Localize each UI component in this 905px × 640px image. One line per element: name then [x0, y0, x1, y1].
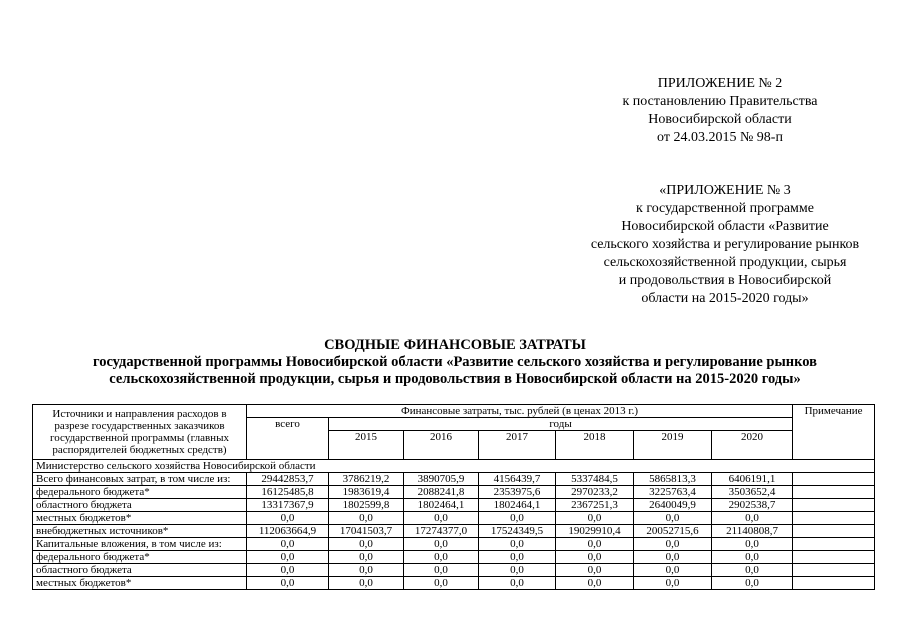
appendix-2-line: ПРИЛОЖЕНИЕ № 2	[657, 76, 783, 91]
row-value: 1802464,1	[404, 499, 479, 512]
row-value: 3503652,4	[712, 486, 793, 499]
table-row	[33, 473, 875, 486]
title-line-1: государственной программы Новосибирской области «Развитие сельского хозяйства и регулирование рынков	[92, 354, 818, 370]
table-row	[33, 577, 875, 590]
table-row	[33, 564, 875, 577]
row-value: 2088241,8	[404, 486, 479, 499]
appendix-3-line: сельского хозяйства и регулирование рынков	[590, 237, 860, 252]
row-value: 0,0	[556, 564, 634, 577]
row-value: 112063664,9	[247, 525, 329, 538]
document-title	[40, 337, 870, 388]
row-value: 3890705,9	[404, 473, 479, 486]
row-value: 0,0	[634, 538, 712, 551]
row-value: 0,0	[329, 538, 404, 551]
appendix-2-line: к постановлению Правительства	[622, 94, 818, 109]
title-heading: СВОДНЫЕ ФИНАНСОВЫЕ ЗАТРАТЫ	[324, 337, 586, 353]
row-value: 2640049,9	[634, 499, 712, 512]
header-total: всего	[247, 418, 329, 460]
row-value: 0,0	[556, 577, 634, 590]
row-note	[793, 577, 875, 590]
row-value: 5865813,3	[634, 473, 712, 486]
row-note	[793, 512, 875, 525]
row-value: 0,0	[404, 551, 479, 564]
appendix-3-line: области на 2015-2020 годы»	[641, 291, 809, 306]
row-note	[793, 525, 875, 538]
row-value: 0,0	[634, 564, 712, 577]
row-value: 2902538,7	[712, 499, 793, 512]
row-value: 0,0	[556, 551, 634, 564]
table-row	[33, 512, 875, 525]
row-value: 16125485,8	[247, 486, 329, 499]
row-value: 0,0	[329, 551, 404, 564]
row-value: 0,0	[556, 538, 634, 551]
row-note	[793, 538, 875, 551]
row-value: 3786219,2	[329, 473, 404, 486]
row-value: 1802464,1	[479, 499, 556, 512]
row-value: 13317367,9	[247, 499, 329, 512]
row-value: 0,0	[247, 577, 329, 590]
appendix-2-block	[590, 75, 850, 147]
financial-table	[32, 404, 875, 590]
row-value: 0,0	[634, 577, 712, 590]
row-value: 0,0	[479, 538, 556, 551]
row-value: 17274377,0	[404, 525, 479, 538]
row-value: 17524349,5	[479, 525, 556, 538]
row-value: 0,0	[634, 551, 712, 564]
row-value: 29442853,7	[247, 473, 329, 486]
row-value: 0,0	[712, 551, 793, 564]
row-value: 0,0	[712, 577, 793, 590]
header-note: Примечание	[793, 405, 875, 460]
row-value: 0,0	[247, 551, 329, 564]
row-value: 0,0	[712, 538, 793, 551]
appendix-3-line: сельскохозяйственной продукции, сырья	[603, 255, 847, 270]
ministry-row: Министерство сельского хозяйства Новосибирской области	[33, 460, 875, 473]
row-value: 17041503,7	[329, 525, 404, 538]
row-value: 21140808,7	[712, 525, 793, 538]
row-value: 2970233,2	[556, 486, 634, 499]
row-label: федерального бюджета*	[33, 551, 247, 564]
row-label: областного бюджета	[33, 499, 247, 512]
header-year: 2015	[329, 431, 404, 460]
appendix-3-line: и продовольствия в Новосибирской	[618, 273, 832, 288]
row-label: внебюджетных источников*	[33, 525, 247, 538]
table-row	[33, 486, 875, 499]
row-label: федерального бюджета*	[33, 486, 247, 499]
header-year: 2018	[556, 431, 634, 460]
row-value: 4156439,7	[479, 473, 556, 486]
row-value: 0,0	[329, 512, 404, 525]
appendix-2-line: от 24.03.2015 № 98-п	[657, 130, 783, 145]
header-sources: Источники и направления расходов в разрезе государственных заказчиков государственной программы (главных распорядителей бюджетных средств)	[33, 405, 247, 460]
row-value: 2353975,6	[479, 486, 556, 499]
row-value: 3225763,4	[634, 486, 712, 499]
row-note	[793, 564, 875, 577]
table-row	[33, 538, 875, 551]
row-value: 19029910,4	[556, 525, 634, 538]
row-value: 0,0	[479, 512, 556, 525]
row-value: 0,0	[634, 512, 712, 525]
appendix-3-line: к государственной программе	[636, 201, 814, 216]
row-value: 6406191,1	[712, 473, 793, 486]
row-value: 0,0	[247, 512, 329, 525]
row-value: 0,0	[556, 512, 634, 525]
header-year: 2017	[479, 431, 556, 460]
row-value: 0,0	[247, 538, 329, 551]
row-value: 0,0	[329, 564, 404, 577]
row-note	[793, 486, 875, 499]
row-value: 0,0	[404, 538, 479, 551]
row-value: 0,0	[404, 512, 479, 525]
row-value: 0,0	[479, 577, 556, 590]
row-label: областного бюджета	[33, 564, 247, 577]
header-years: годы	[329, 418, 793, 431]
table-row	[33, 525, 875, 538]
row-value: 0,0	[479, 564, 556, 577]
appendix-3-line: Новосибирской области «Развитие	[621, 219, 829, 234]
appendix-3-line: «ПРИЛОЖЕНИЕ № 3	[659, 183, 791, 198]
row-value: 0,0	[247, 564, 329, 577]
row-label: Всего финансовых затрат, в том числе из:	[33, 473, 247, 486]
row-value: 5337484,5	[556, 473, 634, 486]
row-value: 2367251,3	[556, 499, 634, 512]
row-value: 1802599,8	[329, 499, 404, 512]
row-value: 1983619,4	[329, 486, 404, 499]
header-financial-costs: Финансовые затраты, тыс. рублей (в ценах 2013 г.)	[247, 405, 793, 418]
appendix-3-block	[560, 182, 890, 308]
header-year: 2019	[634, 431, 712, 460]
row-label: местных бюджетов*	[33, 512, 247, 525]
row-value: 0,0	[404, 564, 479, 577]
row-value: 0,0	[479, 551, 556, 564]
row-note	[793, 551, 875, 564]
row-label: местных бюджетов*	[33, 577, 247, 590]
title-line-2: сельскохозяйственной продукции, сырья и продовольствия в Новосибирской области на 2015-2020 годы»	[109, 371, 801, 387]
row-note	[793, 499, 875, 512]
appendix-2-line: Новосибирской области	[648, 112, 792, 127]
row-value: 0,0	[712, 564, 793, 577]
table-row	[33, 499, 875, 512]
header-year: 2016	[404, 431, 479, 460]
row-value: 0,0	[329, 577, 404, 590]
row-label: Капитальные вложения, в том числе из:	[33, 538, 247, 551]
row-note	[793, 473, 875, 486]
table-row	[33, 551, 875, 564]
row-value: 0,0	[712, 512, 793, 525]
row-value: 20052715,6	[634, 525, 712, 538]
row-value: 0,0	[404, 577, 479, 590]
header-year: 2020	[712, 431, 793, 460]
